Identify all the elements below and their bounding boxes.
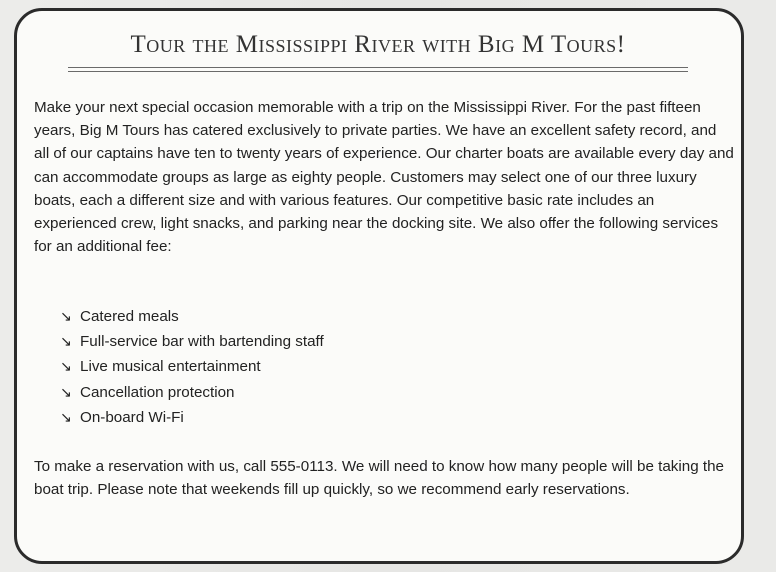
flyer-title: Tour the Mississippi River with Big M Tours! bbox=[130, 31, 626, 58]
list-item bbox=[60, 354, 324, 379]
list-item bbox=[60, 304, 324, 329]
services-list bbox=[60, 304, 324, 430]
intro-paragraph: Make your next special occasion memorable with a trip on the Mississippi River. For the past fifteen years, Big M Tours has catered exclusively to private parties. We have an excellent safety record, and all of our captains have ten to twenty years of experience. Our charter boats are available every day and can accommodate groups as large as eighty people. Customers may select one of our three luxury boats, each a different size and with various features. Our competitive basic rate includes an experienced crew, light snacks, and parking near the docking site. We also offer the following services for an additional fee: bbox=[34, 99, 734, 256]
service-label: Cancellation protection bbox=[80, 383, 235, 401]
closing-paragraph: To make a reservation with us, call 555-0113. We will need to know how many people will be taking the boat trip. Please note that weekends fill up quickly, so we recommend early reservations. bbox=[34, 458, 724, 498]
service-label: Live musical entertainment bbox=[80, 358, 261, 376]
arrow-down-right-icon: ↘ bbox=[60, 333, 72, 350]
arrow-down-right-icon: ↘ bbox=[60, 358, 72, 375]
service-label: Catered meals bbox=[80, 308, 179, 325]
arrow-down-right-icon: ↘ bbox=[60, 383, 72, 400]
arrow-down-right-icon: ↘ bbox=[60, 408, 72, 425]
list-item bbox=[60, 405, 324, 430]
service-label: On-board Wi-Fi bbox=[80, 408, 184, 426]
list-item bbox=[60, 380, 324, 405]
title-rule-top bbox=[68, 67, 688, 68]
service-label: Full-service bar with bartending staff bbox=[80, 333, 324, 351]
arrow-down-right-icon: ↘ bbox=[60, 308, 72, 324]
title-rule-bottom bbox=[68, 71, 688, 72]
list-item bbox=[60, 329, 324, 354]
